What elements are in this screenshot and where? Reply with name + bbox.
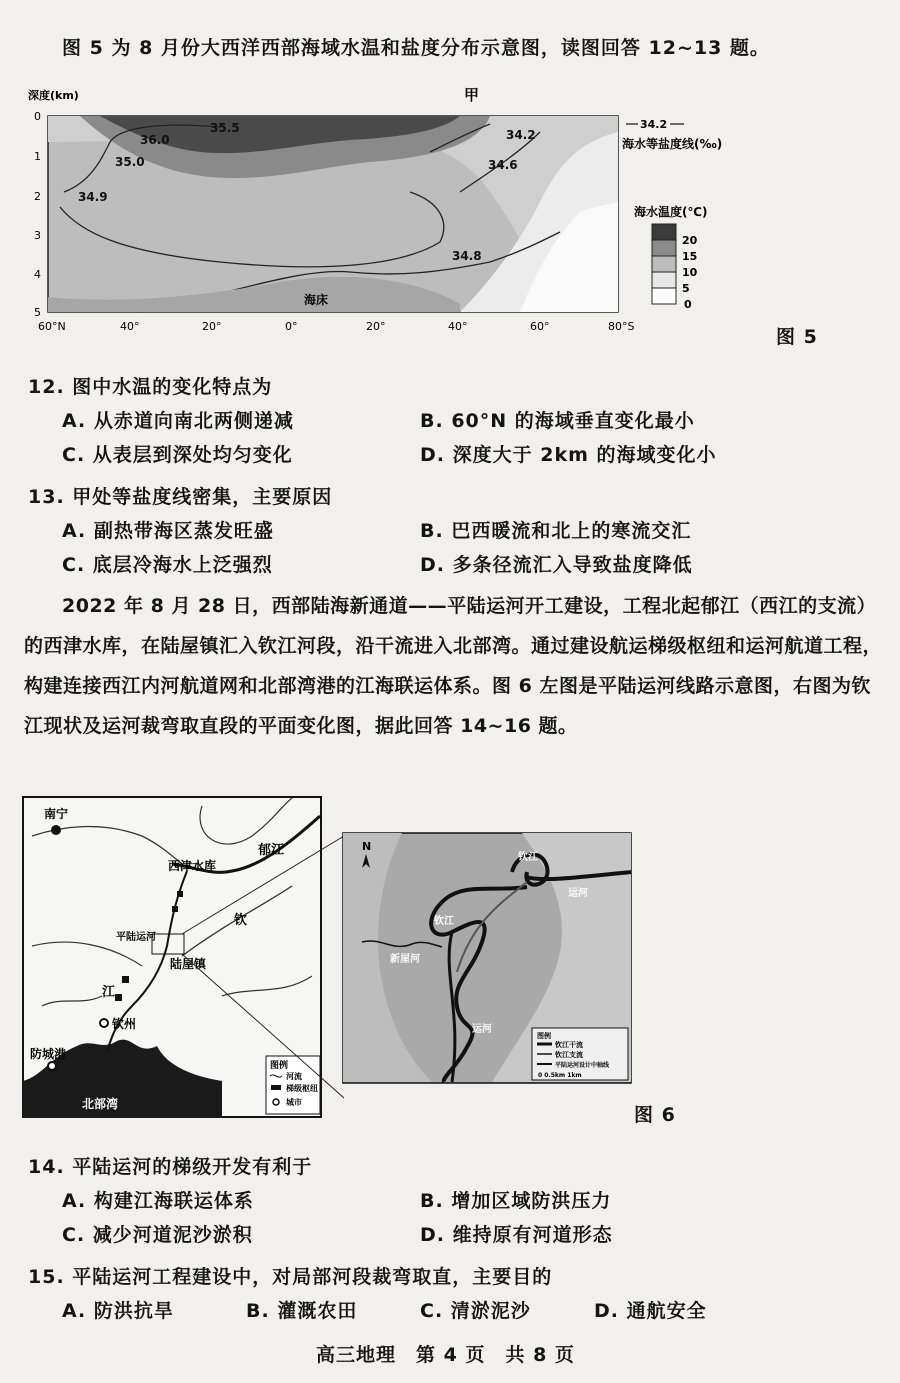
- label-luwu: 陆屋镇: [170, 957, 207, 971]
- xtick: 0°: [285, 320, 298, 333]
- xtick: 40°: [120, 320, 140, 333]
- question-14-stem: 14. 平陆运河的梯级开发有利于: [28, 1156, 313, 1178]
- ytick: 4: [34, 268, 41, 281]
- right-legend-main: 钦江干流: [555, 1041, 583, 1049]
- left-legend-hub: 梯级枢纽: [286, 1084, 318, 1093]
- xtick: 60°: [530, 320, 550, 333]
- q13-option-d[interactable]: D. 多条径流汇入导致盐度降低: [420, 554, 693, 576]
- label-qinjiang-1: 钦江: [518, 852, 538, 863]
- ytick: 5: [34, 306, 41, 319]
- fig6-caption: 图 6: [634, 1104, 676, 1126]
- q15-option-a[interactable]: A. 防洪抗旱: [62, 1300, 174, 1322]
- legend-temp-title: 海水温度(℃): [634, 205, 708, 219]
- intro-text: 图 5 为 8 月份大西洋西部海域水温和盐度分布示意图，读图回答 12~13 题。: [62, 37, 770, 59]
- right-legend-branch: 钦江支流: [555, 1051, 583, 1059]
- label-qin: 钦: [234, 913, 248, 928]
- xtick: 80°S: [608, 320, 635, 333]
- isoline-label: 34.6: [488, 158, 518, 172]
- isoline-label: 34.2: [506, 128, 536, 142]
- q15-option-d[interactable]: D. 通航安全: [594, 1300, 707, 1322]
- seabed-label: 海床: [304, 293, 329, 307]
- right-legend-design: 平陆运河设计中轴线: [555, 1062, 610, 1069]
- q12-option-d[interactable]: D. 深度大于 2km 的海域变化小: [420, 444, 717, 466]
- q15-option-b[interactable]: B. 灌溉农田: [246, 1300, 358, 1322]
- ytick: 1: [34, 150, 41, 163]
- fig5-marker-jia: 甲: [464, 86, 480, 104]
- question-13-stem: 13. 甲处等盐度线密集，主要原因: [28, 486, 333, 508]
- label-xijin: 西津水库: [168, 859, 217, 873]
- q13-option-a[interactable]: A. 副热带海区蒸发旺盛: [62, 520, 274, 542]
- q12-option-b[interactable]: B. 60°N 的海域垂直变化最小: [420, 410, 695, 432]
- label-qinzhou: 钦州: [112, 1017, 137, 1031]
- isoline-label: 34.9: [78, 190, 108, 204]
- xtick: 20°: [366, 320, 386, 333]
- left-legend-river: 河流: [286, 1072, 302, 1081]
- label-nanning: 南宁: [44, 807, 69, 821]
- label-beibu: 北部湾: [82, 1097, 119, 1111]
- q12-option-a[interactable]: A. 从赤道向南北两侧递减: [62, 410, 294, 432]
- page-footer: 高三地理 第 4 页 共 8 页: [316, 1344, 575, 1366]
- fig5-caption: 图 5: [776, 326, 818, 348]
- legend-line-value: 34.2: [640, 118, 668, 131]
- north-label: N: [362, 840, 372, 853]
- q14-option-b[interactable]: B. 增加区域防洪压力: [420, 1190, 612, 1212]
- q13-option-c[interactable]: C. 底层冷海水上泛强烈: [62, 554, 273, 576]
- left-legend-city: 城市: [286, 1098, 302, 1107]
- isoline-label: 36.0: [140, 133, 170, 147]
- ytick: 0: [34, 110, 41, 123]
- legend-temp-value: 5: [682, 282, 690, 295]
- figure-5: [20, 82, 820, 342]
- right-legend-title: 图例: [537, 1032, 551, 1040]
- legend-temp-value: 15: [682, 250, 698, 263]
- label-xinwu: 新屋河: [390, 954, 420, 965]
- passage-text: 2022 年 8 月 28 日，西部陆海新通道——平陆运河开工建设，工程北起郁江（西江的支流）的西津水库，在陆屋镇汇入钦江河段，沿干流进入北部湾。通过建设航运梯级枢纽和运河航道工程，构建连接西江内河航道网和北部湾港的江海联运体系。图 6 左图是平陆运河线路示意图，右图为钦江现状及运河裁弯取直段的平面变化图，据此回答 14~16 题。: [24, 595, 883, 737]
- isoline-label: 34.8: [452, 249, 482, 263]
- label-canal: 平陆运河: [116, 932, 156, 943]
- legend-line-label: 海水等盐度线(‰): [622, 137, 723, 151]
- q12-option-c[interactable]: C. 从表层到深处均匀变化: [62, 444, 293, 466]
- isoline-label: 35.5: [210, 121, 240, 135]
- q14-option-c[interactable]: C. 减少河道泥沙淤积: [62, 1224, 253, 1246]
- xtick: 20°: [202, 320, 222, 333]
- right-legend-scale: 0 0.5km 1km: [538, 1072, 582, 1079]
- question-15-stem: 15. 平陆运河工程建设中，对局部河段裁弯取直，主要目的: [28, 1266, 553, 1288]
- fig5-ylabel: 深度(km): [28, 89, 79, 102]
- label-jiang: 江: [102, 985, 116, 1000]
- isoline-label: 35.0: [115, 155, 145, 169]
- xtick: 60°N: [38, 320, 66, 333]
- figure-6-connector: [180, 830, 350, 1100]
- left-legend-title: 图例: [270, 1061, 289, 1071]
- legend-temp-value: 10: [682, 266, 698, 279]
- xtick: 40°: [448, 320, 468, 333]
- figure-6-right-map: [342, 832, 632, 1084]
- q14-option-d[interactable]: D. 维持原有河道形态: [420, 1224, 613, 1246]
- label-yunhe-2: 运河: [472, 1024, 492, 1035]
- ytick: 3: [34, 229, 41, 242]
- q13-option-b[interactable]: B. 巴西暖流和北上的寒流交汇: [420, 520, 692, 542]
- q15-option-c[interactable]: C. 清淤泥沙: [420, 1300, 531, 1322]
- legend-temp-value: 20: [682, 234, 698, 247]
- ytick: 2: [34, 190, 41, 203]
- q14-option-a[interactable]: A. 构建江海联运体系: [62, 1190, 254, 1212]
- legend-temp-value: 0: [684, 298, 692, 311]
- label-fangcheng: 防城港: [30, 1047, 67, 1061]
- label-yujiang: 郁江: [258, 843, 285, 858]
- question-12-stem: 12. 图中水温的变化特点为: [28, 376, 273, 398]
- label-yunhe-1: 运河: [568, 888, 588, 899]
- label-qinjiang-2: 钦江: [434, 916, 454, 927]
